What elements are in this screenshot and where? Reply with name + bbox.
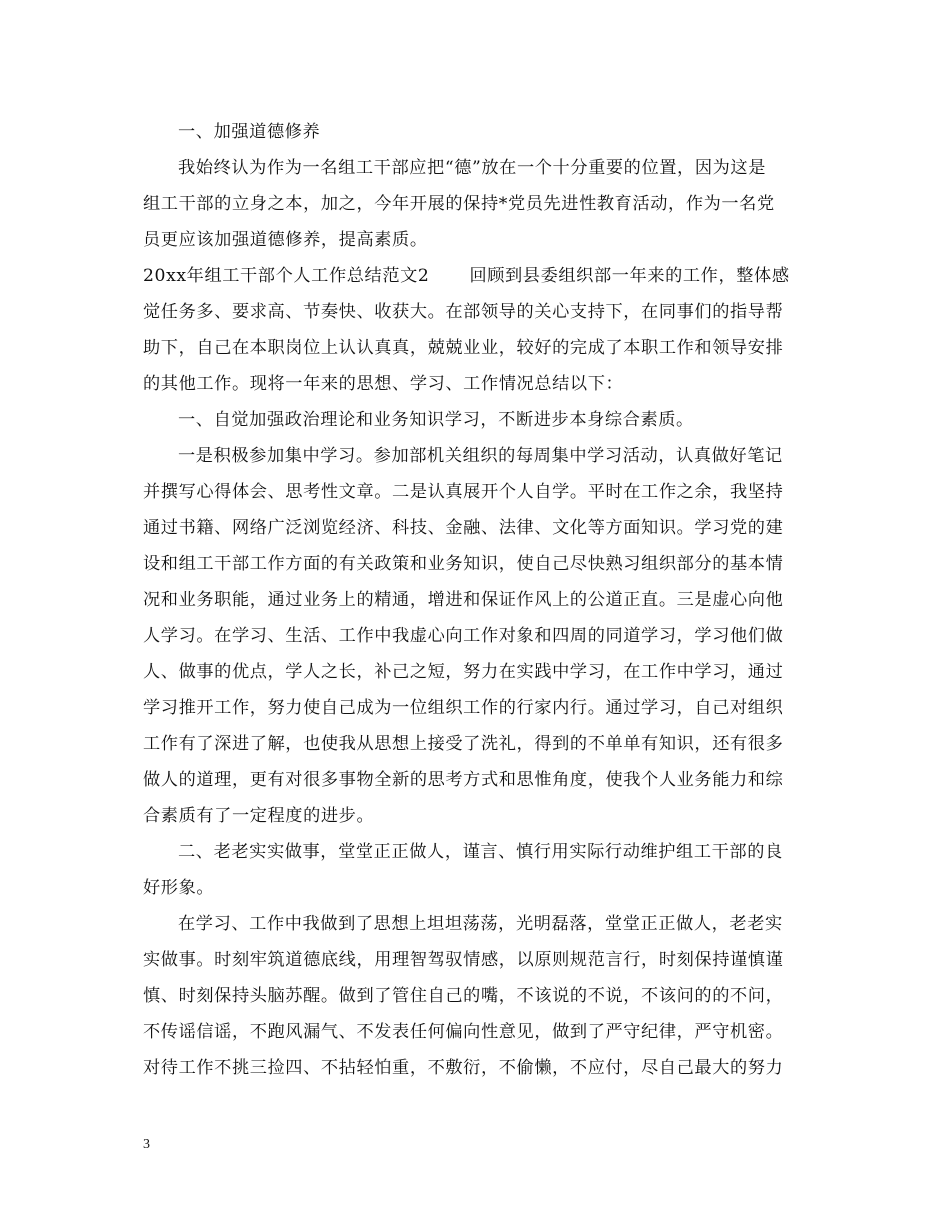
paragraph-line: 我始终认为作为一名组工干部应把“德”放在一个十分重要的位置，因为这是 [178,158,766,178]
paragraph-line: 人学习。在学习、生活、工作中我虚心向工作对象和四周的同道学习，学习他们做 [143,626,784,646]
heading-conduct-cont: 好形象。 [143,878,215,898]
paragraph-line: 觉任务多、要求高、节奏快、收获大。在部领导的关心支持下，在同事们的指导帮 [143,302,784,322]
paragraph-line: 做人的道理，更有对很多事物全新的思考方式和思惟角度，使我个人业务能力和综 [143,770,784,790]
paragraph-line: 在学习、工作中我做到了思想上坦坦荡荡，光明磊落，堂堂正正做人，老老实 [178,914,783,934]
paragraph-text: 回顾到县委组织部一年来的工作，整体感 [469,266,790,286]
paragraph-line: 人、做事的优点，学人之长，补己之短，努力在实践中学习，在工作中学习，通过 [143,662,784,682]
paragraph-line [143,265,790,287]
page-number: 3 [143,1137,150,1152]
paragraph-line: 通过书籍、网络广泛浏览经济、科技、金融、法律、文化等方面知识。学习党的建 [143,518,784,538]
paragraph-line: 不传谣信谣，不跑风漏气、不发表任何偏向性意见，做到了严守纪律，严守机密。 [143,1022,784,1042]
paragraph-line: 实做事。时刻牢筑道德底线，用理智驾驭情感，以原则规范言行，时刻保持谨慎谨 [143,950,784,970]
paragraph-line: 的其他工作。现将一年来的思想、学习、工作情况总结以下： [143,374,624,394]
paragraph-line: 对待工作不挑三捡四、不拈轻怕重，不敷衍，不偷懒，不应付，尽自己最大的努力 [143,1058,784,1078]
paragraph-line: 况和业务职能，通过业务上的精通，增进和保证作风上的公道正直。三是虚心向他 [143,590,784,610]
paragraph-line: 一是积极参加集中学习。参加部机关组织的每周集中学习活动，认真做好笔记 [178,446,783,466]
paragraph-line: 并撰写心得体会、思考性文章。二是认真展开个人自学。平时在工作之余，我坚持 [143,482,784,502]
section-title: 20xx年组工干部个人工作总结范文2 [143,266,430,286]
heading-moral-cultivation: 一、加强道德修养 [178,122,321,142]
paragraph-line: 组工干部的立身之本，加之，今年开展的保持*党员先进性教育活动，作为一名党 [143,194,775,214]
paragraph-line: 学习推开工作，努力使自己成为一位组织工作的行家内行。通过学习，自己对组织 [143,698,784,718]
heading-study: 一、自觉加强政治理论和业务知识学习，不断进步本身综合素质。 [178,410,694,430]
paragraph-line: 慎、时刻保持头脑苏醒。做到了管住自己的嘴，不该说的不说，不该问的的不问， [143,986,784,1006]
paragraph-line: 员更应该加强道德修养，提高素质。 [143,230,428,250]
paragraph-line: 合素质有了一定程度的进步。 [143,806,375,826]
paragraph-line: 工作有了深进了解，也使我从思想上接受了洗礼，得到的不单单有知识，还有很多 [143,734,784,754]
heading-conduct: 二、老老实实做事，堂堂正正做人，谨言、慎行用实际行动维护组工干部的良 [178,842,783,862]
paragraph-line: 设和组工干部工作方面的有关政策和业务知识，使自己尽快熟习组织部分的基本情 [143,554,784,574]
paragraph-line: 助下，自己在本职岗位上认认真真，兢兢业业，较好的完成了本职工作和领导安排 [143,338,784,358]
